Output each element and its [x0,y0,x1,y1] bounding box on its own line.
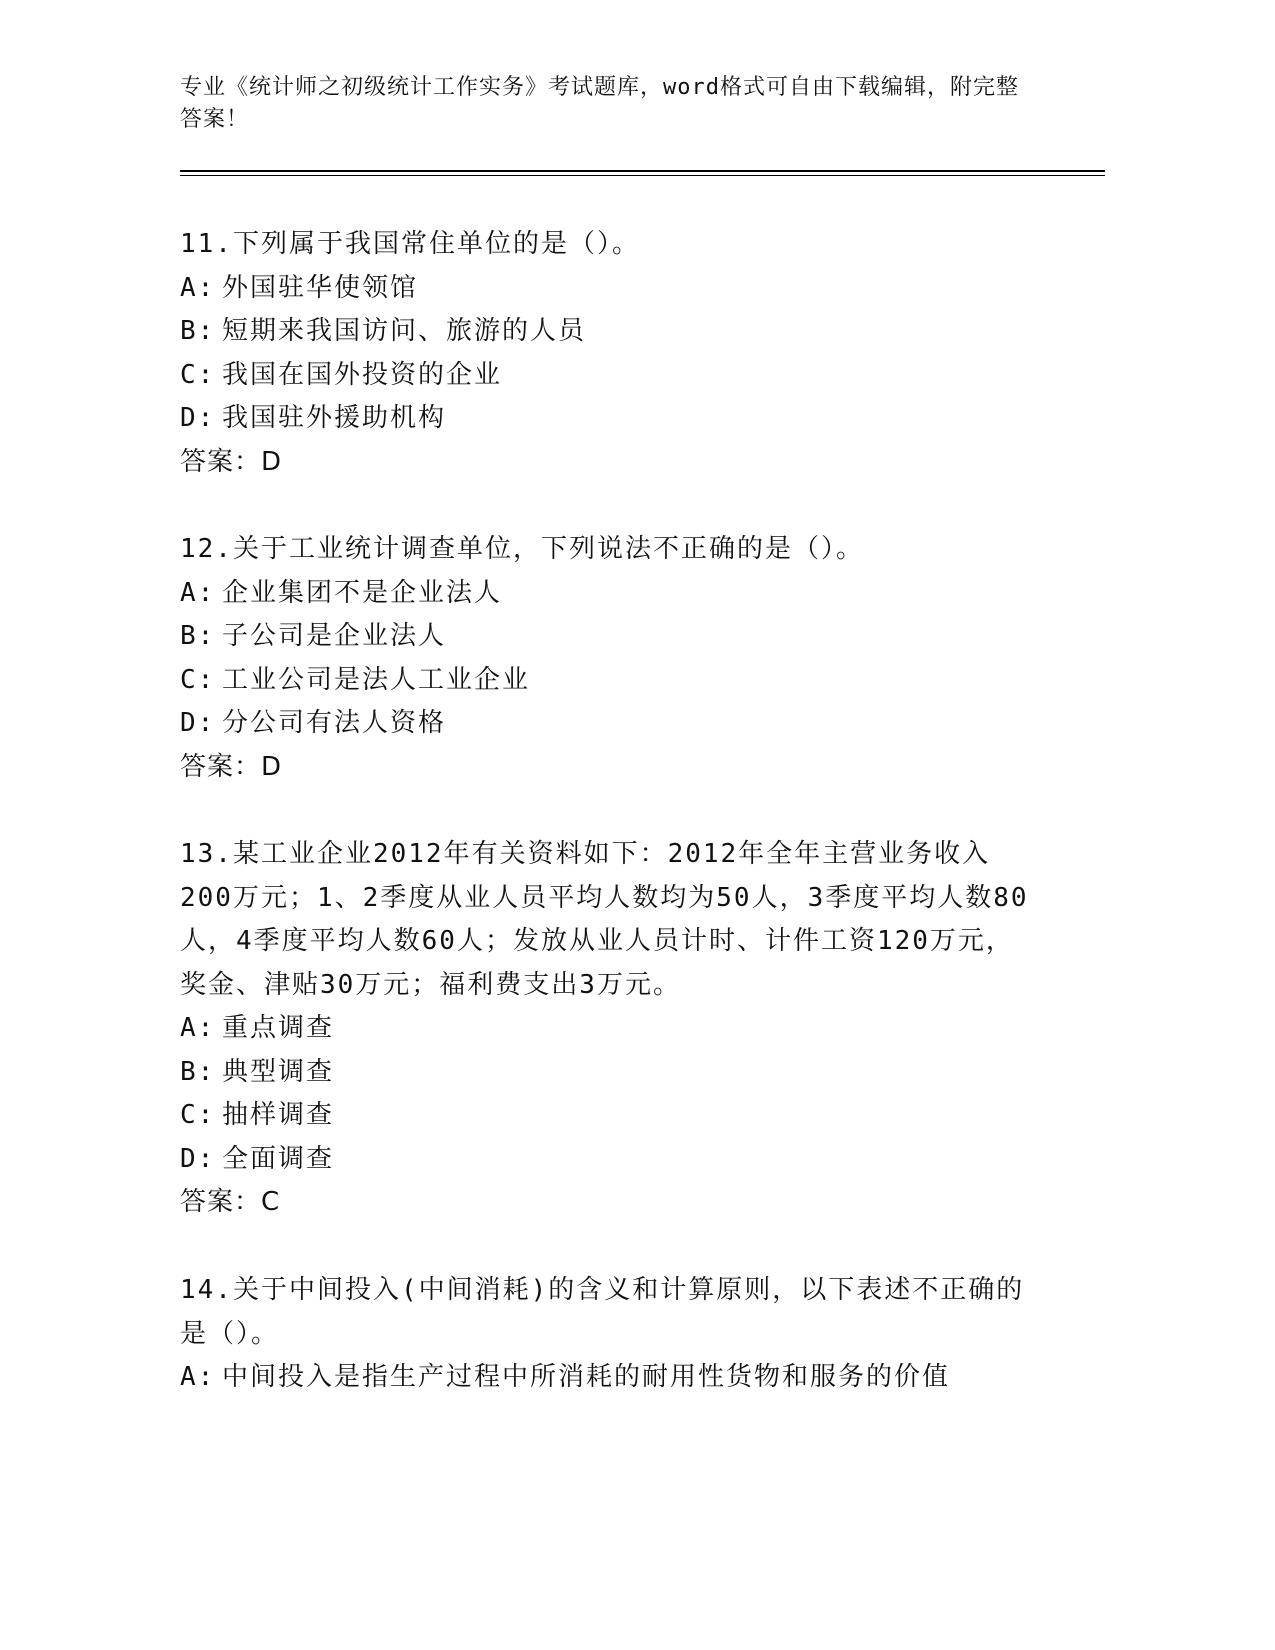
option-text: 全面调查 [222,1143,335,1174]
answer-line: 答案：D [180,751,283,782]
option-letter: B: [180,316,216,346]
option-text: 我国驻外援助机构 [222,403,447,433]
option-letter: A: [180,1362,216,1392]
option-c [180,659,1040,703]
option-letter: B: [180,1056,216,1087]
question-stem: 11.下列属于我国常住单位的是（）。 [180,229,640,259]
question-13 [180,833,1040,1225]
option-letter: A: [180,272,216,303]
option-a [180,572,1040,616]
option-text: 重点调查 [222,1013,335,1043]
question-stem: 13.某工业企业2012年有关资料如下：2012年全年主营业务收入200万元；1、2季度从业人员平均人数均为50人，3季度平均人数80人，4季度平均人数60人；发放从业人员计时、计件工资120万元，奖金、津贴30万元；福利费支出3万元。 [180,839,1029,1000]
header-divider-thick [180,170,1105,172]
option-letter: B: [180,621,216,651]
option-a [180,267,1040,311]
option-text: 中间投入是指生产过程中所消耗的耐用性货物和服务的价值 [222,1362,951,1392]
question-stem: 14.关于中间投入(中间消耗)的含义和计算原则，以下表述不正确的是（）。 [180,1275,1025,1349]
option-text: 企业集团不是企业法人 [222,577,503,608]
header-divider-thin [180,175,1105,176]
option-text: 工业公司是法人工业企业 [222,664,531,695]
option-b [180,615,1040,659]
question-11 [180,223,1040,484]
question-14 [180,1269,1040,1400]
option-b [180,1051,1040,1095]
option-a [180,1356,1040,1400]
option-letter: A: [180,577,216,608]
option-text: 外国驻华使领馆 [222,272,419,303]
option-d [180,397,1040,441]
option-text: 我国在国外投资的企业 [222,359,503,390]
option-letter: D: [180,708,216,738]
option-d [180,702,1040,746]
option-c [180,354,1040,398]
answer-line: 答案：C [180,1187,281,1217]
option-letter: D: [180,1143,216,1174]
option-c [180,1094,1040,1138]
option-text: 抽样调查 [222,1100,335,1130]
option-a [180,1007,1040,1051]
option-text: 典型调查 [222,1056,335,1087]
option-letter: A: [180,1013,216,1043]
answer-line: 答案：D [180,446,283,477]
option-letter: C: [180,664,216,695]
option-text: 短期来我国访问、旅游的人员 [222,316,587,346]
document-header: 专业《统计师之初级统计工作实务》考试题库，word格式可自由下载编辑，附完整答案！ [180,75,1019,132]
option-text: 子公司是企业法人 [222,621,447,651]
option-letter: D: [180,403,216,433]
option-letter: C: [180,359,216,390]
option-text: 分公司有法人资格 [222,708,447,738]
option-b [180,310,1040,354]
question-12 [180,528,1040,789]
question-stem: 12.关于工业统计调查单位，下列说法不正确的是（）。 [180,534,864,564]
option-d [180,1138,1040,1182]
option-letter: C: [180,1100,216,1130]
